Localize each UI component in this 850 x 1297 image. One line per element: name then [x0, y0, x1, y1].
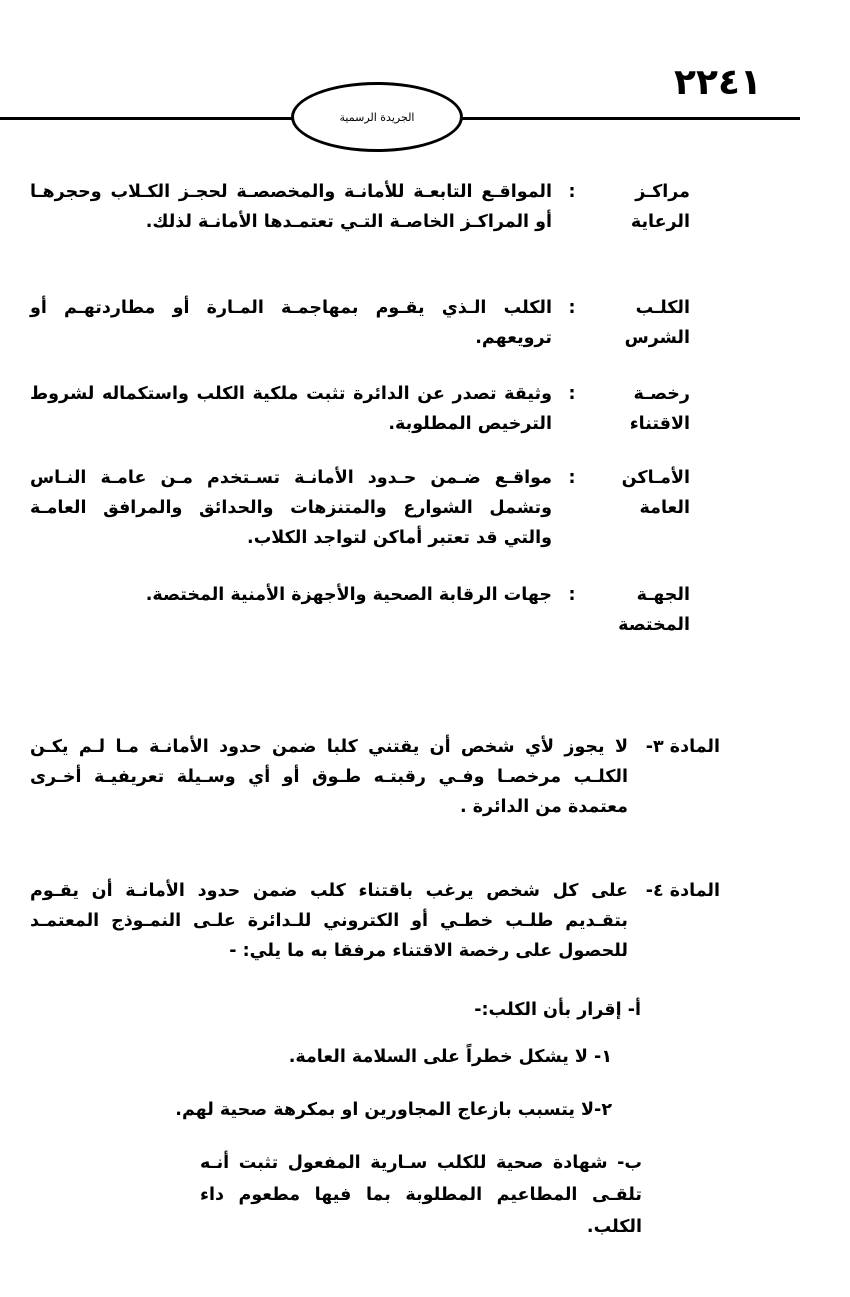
definition-colon: :	[568, 468, 576, 488]
gazette-title-oval	[291, 82, 463, 152]
article-text: على كل شخص يرغب باقتناء كلب ضمن حدود الأمانـة أن يقـوم بتقـديم طلـب خطـي أو الكتروني للـدائرة علـى النمـوذج المعتمـد للحصول على رخصة الاقتناء مرفقا به ما يلي: -	[30, 881, 628, 961]
definition-colon: :	[568, 298, 576, 318]
definition-colon: :	[568, 585, 576, 605]
term-line: الأمـاكن	[621, 468, 690, 488]
item-b: ب- شهادة صحية للكلب سـارية المفعول تثبت أنـه تلقـى المطاعيم المطلوبة بما فيها مطعوم داء الكلب.	[200, 1153, 642, 1237]
page-number: ٢٢٤١	[674, 62, 762, 103]
item-a: أ- إقرار بأن الكلب:-	[474, 1000, 641, 1020]
definition-vicious-dog	[30, 293, 690, 355]
definition-text: جهات الرقابة الصحية والأجهزة الأمنية المختصة.	[145, 585, 552, 605]
definition-text: الكلب الـذي يقـوم بمهاجمـة المـارة أو مطاردتهـم أو ترويعهم.	[30, 298, 552, 348]
term-line: الرعاية	[630, 212, 690, 232]
article-3	[30, 732, 720, 827]
definition-term	[592, 177, 690, 237]
term-line: الاقتناء	[629, 414, 690, 434]
term-line: الجهـة	[636, 585, 690, 605]
definition-term	[592, 293, 690, 353]
definition-text: المواقـع التابعـة للأمانـة والمخصصـة لحجـز الكـلاب وحجرهـا أو المراكـز الخاصـة التـي تعتمـدها الأمانـة لذلك.	[30, 182, 552, 232]
item-a1: ١- لا يشكل خطراً على السلامة العامة.	[288, 1047, 612, 1067]
article-heading: المادة ٣-	[645, 737, 720, 757]
definition-term	[592, 379, 690, 439]
article-text: لا يجوز لأي شخص أن يقتني كلبا ضمن حدود الأمانـة مـا لـم يكـن الكلـب مرخصـا وفـي رقبتـه طـوق أو أي وسـيلة تعريفيـة أخـرى معتمدة من الدائرة .	[30, 737, 628, 817]
definition-term	[592, 463, 690, 523]
definition-text: وثيقة تصدر عن الدائرة تثبت ملكية الكلب واستكماله لشروط الترخيص المطلوبة.	[30, 384, 552, 434]
article-heading: المادة ٤-	[645, 881, 720, 901]
term-line: الكلـب	[635, 298, 690, 318]
item-a2: ٢-لا يتسبب بازعاج المجاورين او بمكرهة صحية لهم.	[175, 1100, 612, 1120]
term-line: مراكـز	[635, 182, 690, 202]
term-line: العامة	[639, 498, 690, 518]
definition-colon: :	[568, 384, 576, 404]
definition-colon: :	[568, 182, 576, 202]
definition-ownership-license	[30, 379, 690, 441]
definition-public-places	[30, 463, 690, 555]
definition-term	[592, 580, 690, 640]
article-4	[30, 876, 720, 971]
term-line: رخصـة	[633, 384, 690, 404]
definition-text: مواقـع ضـمن حـدود الأمانـة تسـتخدم مـن عامـة النـاس وتشمل الشوارع والمتنزهات والحدائق والمرافق العامـة والتي قد تعتبر أماكن لتواجد الكلاب.	[30, 468, 552, 548]
term-line: المختصة	[618, 615, 690, 635]
term-line: الشرس	[624, 328, 690, 348]
definition-competent-authority	[30, 580, 690, 642]
definition-care-centers	[30, 177, 690, 269]
gazette-title: الجريدة الرسمية	[339, 110, 415, 124]
